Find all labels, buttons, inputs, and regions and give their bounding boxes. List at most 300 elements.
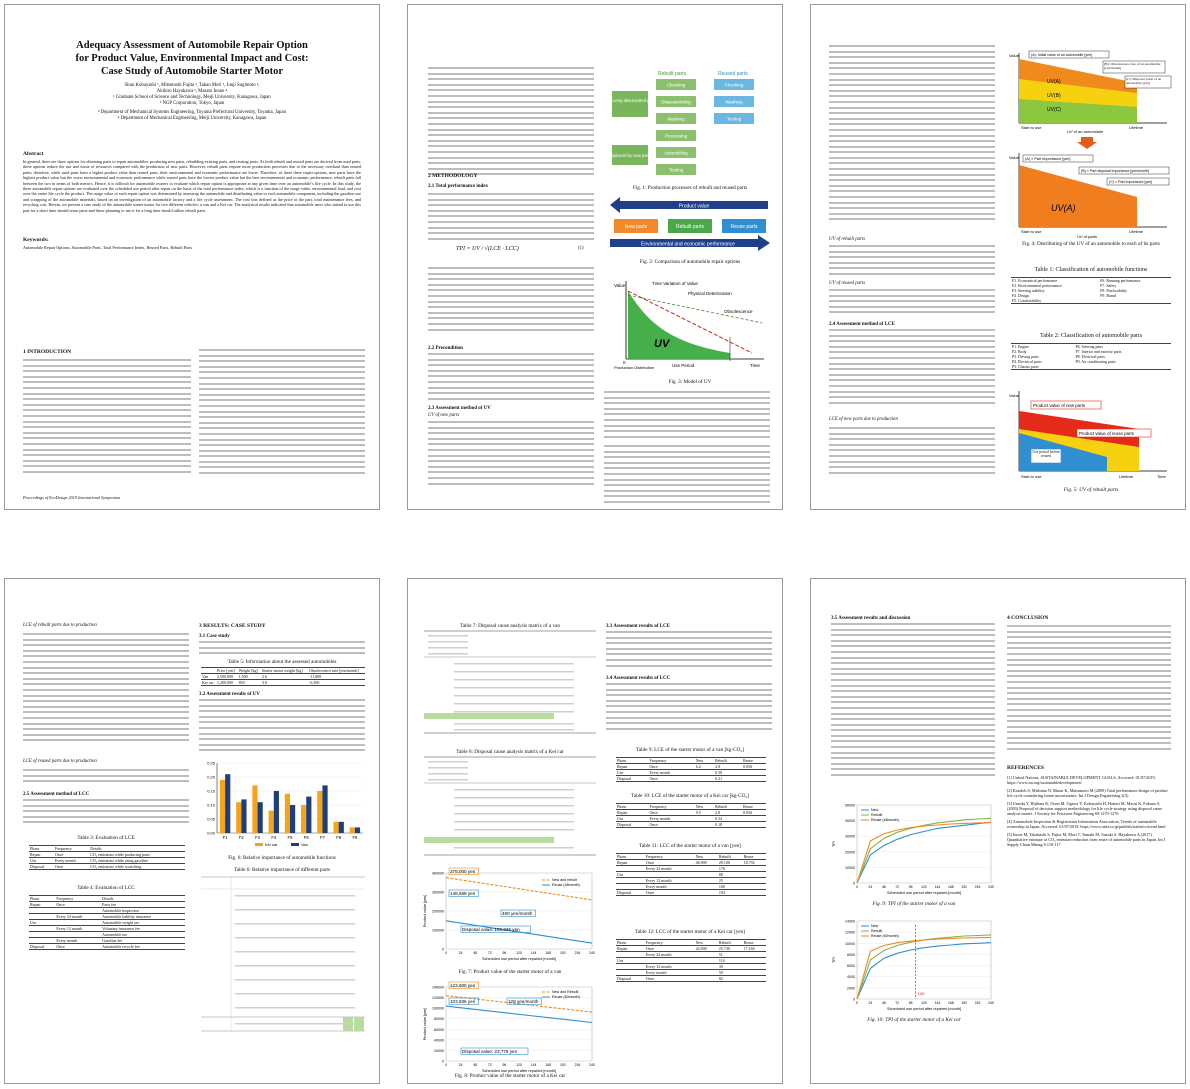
fig10-x-tick: 96 [908, 1001, 913, 1005]
fig4-start-label: Start to use [1021, 125, 1042, 130]
fig8-y-tick: 20000 [434, 1048, 444, 1053]
table5-title: Table 5: Information about the assessed automobiles [227, 659, 337, 665]
page-5 [407, 578, 783, 1084]
table11-title: Table 11: LCC of the starter motor of a van [yen] [638, 843, 741, 849]
fig1-reuse-testing: Testing [726, 116, 742, 122]
p2-text-mid [428, 267, 594, 334]
fig8-caption: Fig. 8: Product value of the starter motor of a Kei car [454, 1073, 566, 1079]
page-4 [4, 578, 380, 1084]
table12-title: Table 12: LCC of the starter motor of a Kei car [yen] [635, 929, 745, 935]
fig6-bar-F1-van [225, 774, 230, 833]
p2-text-precondition [428, 353, 594, 403]
fig1-step-testing: Testing [668, 167, 684, 173]
table8-title: Table 8: Disposal cause analysis matrix of a Kei car [456, 749, 564, 755]
fig5-rebuilt-uv-chart [1007, 389, 1173, 485]
title-line-2: for Product Value, Environmental Impact and Cost: [75, 53, 309, 64]
fig10-y-tick: 0 [853, 997, 855, 1002]
fig7-x-tick: 192 [559, 951, 566, 955]
fig7-x-label: Scheduled use period after repaired [month] [481, 957, 557, 961]
fig3-time-variation-label: Time Variation of Value [652, 281, 698, 286]
table12-lcc-kei: Phase Frequency New Rebuilt Reuse Repair Once 42,900 25,740 17,160 Every 24 month 51 Use 116 Every 12 month 39 Every month 50 Disposal Once 82 [616, 939, 766, 982]
fig4-uvc-label: UV(C) [1047, 107, 1061, 113]
fig9-y-tick: 20000 [845, 850, 855, 855]
lcc-results-heading: 3.4 Assessment results of LCC [606, 676, 671, 681]
fig9-x-label: Scheduled use period after repaired [month] [886, 891, 962, 895]
fig9-x-tick: 120 [921, 885, 927, 889]
case-study-heading: 3.1 Case study [199, 634, 230, 639]
fig10-x-tick: 72 [895, 1001, 900, 1005]
fig8-legend-label: Reuse (60month) [552, 995, 580, 999]
fig9-series-0 [857, 822, 991, 883]
table2-title: Table 2: Classification of automobile parts [1039, 333, 1143, 339]
fig10-x-tick: 48 [881, 1001, 886, 1005]
fig9-y-tick: 30000 [845, 834, 855, 839]
fig8-y-tick: 0 [442, 1059, 444, 1064]
fig4-lifetime-label: Lifetime [1129, 125, 1144, 130]
fig10-crossover-label: 105 [917, 991, 925, 996]
table6-highlight-2 [354, 1017, 364, 1031]
lce-method-heading: 2.4 Assessment method of LCE [829, 322, 895, 327]
references-heading: REFERENCES [1007, 765, 1044, 771]
fig7-legend-label: New and rebuilt [552, 878, 577, 882]
lce-reused-subheading: LCE of reused parts due to production [23, 759, 97, 764]
table6-importance-matrix [201, 877, 365, 1033]
fig1-step-washing: Washing [667, 116, 685, 122]
page-1 [4, 4, 380, 510]
fig5-value-axis: Value [1009, 393, 1019, 398]
p3-text-rebuilt [829, 245, 995, 279]
fig5-new-label: Product value of new parts [1033, 403, 1085, 408]
page-6 [810, 578, 1186, 1084]
fig4-down-arrow-icon [1077, 137, 1097, 149]
fig8-line-chart [422, 979, 598, 1075]
fig9-caption: Fig. 9: TPI of the starter motor of a van [872, 901, 956, 907]
table9-lce-van: Phase Frequency New Rebuilt Reuse Repair Once 6.2 2.8 0.056 Use Every month 0.38 Disposal Once 0.21 [616, 757, 766, 782]
fig8-y-tick: 80000 [434, 1017, 444, 1022]
fig6-bar-F1-kei [220, 780, 225, 833]
table10-lce-kei: Phase Frequency New Rebuilt Reuse Repair Once 9.5 2.8 0.056 Use Every month 0.34 Disposal Once 0.18 [616, 803, 766, 828]
fig3-production-label: Production Distribution [614, 365, 655, 370]
fig9-y-tick: 10000 [845, 865, 855, 870]
fig7-y-tick: 100000 [432, 928, 444, 933]
intro-heading: 1 INTRODUCTION [23, 349, 72, 355]
fig4-parts-uv-area [1019, 165, 1137, 227]
fig4-uv-parts-label: UV of parts [1077, 234, 1098, 239]
fig4-lower-a: (A) × Part importance [yen] [1025, 157, 1071, 161]
abstract-text: In general, there are three options for obtaining parts to repair automobiles: producing new parts, rebuilding existing parts, and reusing parts. As both rebuilt and reused parts are derived from used parts, these options reduce the use and waste of resources compared with the production of new parts. However, rebuilt parts require more production processes due to the necessary overhaul than reused parts; therefore, while used parts have a higher product value than reused parts, their environmental and economic performance are lower. Therefore, of these three repair options, new parts have the highest product value but the worst environmental and economic performance while reused parts have the lowest product value but the best environmental and economic performance; rebuilt parts fall between the two in terms of both metrics. Hence, it is difficult for automobile owners to evaluate which repair option is appropriate at any given time over an automobile’s life cycle. In this study, the three automobile repair options are evaluated over the scheduled use period after repair on the basis of the total performance index, which is a function of the usage value, environmental load, and cost over the entire life cycle the product. The usage value of each repair option was determined by assessing the automobile and distributing value to each automobile component, including the gasoline use and scrapping of the automobile materials, based on an investigation of an automobile factory and a life cycle assessment. The cost was defined as the price of the part, total maintenance fees, and recycling cost. Herein, we present a case study of the automobile starter motor for two different vehicles: a van and a Kei car. The analytical results indicated that automobile users who intend to use this part for a short time should reuse parts and those planning to use it for a long time should utilize rebuilt parts. [23, 159, 361, 213]
fig9-legend-label: Reuse (48month) [871, 818, 899, 822]
p5-text-lce [606, 631, 772, 670]
fig6-y-tick: 0.20 [207, 774, 215, 780]
fig10-y-label: TPI [832, 957, 836, 963]
fig4-uv-parts-chart [1007, 151, 1173, 239]
fig1-rebuilt-steps [656, 79, 696, 175]
intro-text-right [199, 349, 365, 478]
p2-text-bottom-right [604, 445, 770, 507]
fig6-legend-swatch [255, 843, 263, 846]
fig6-x-tick: F1 [222, 835, 228, 840]
fig7-annotation-1: 376,000 yen [450, 869, 476, 874]
fig8-annotation-2: 103,836 yen [450, 999, 476, 1004]
fig4-label-c: (C): Disposal value of an automobile [yen] [1126, 76, 1162, 85]
fig6-bar-F7-van [322, 785, 327, 833]
fig7-y-tick: 0 [442, 947, 444, 952]
fig10-y-tick: 10000 [845, 941, 855, 946]
fig10-y-tick: 6000 [847, 964, 855, 969]
fig7-caption: Fig. 7: Product value of the starter motor of a van [458, 969, 562, 975]
affiliation-4: ⁴ Department of Mechanical Engineering, Meiji University, Kanagawa, Japan [117, 116, 267, 121]
fig8-x-label: Scheduled use period after repaired [month] [481, 1069, 557, 1073]
equation-number: (1) [578, 246, 584, 251]
fig8-x-tick: 0 [445, 1063, 447, 1067]
table8-matrix-kei [424, 757, 596, 857]
fig6-bar-F8-kei [333, 822, 338, 833]
fig7-x-tick: 168 [545, 951, 552, 955]
fig9-x-tick: 24 [868, 885, 873, 889]
fig10-x-tick: 144 [934, 1001, 941, 1005]
p3-text-lce [829, 329, 995, 407]
fig8-y-tick: 100000 [432, 1006, 444, 1011]
discussion-heading: 3.5 Assessment results and discussion [831, 616, 911, 621]
fig8-x-tick: 24 [458, 1063, 463, 1067]
table4-lcc-evaluation: Phase Frequency Details Repair Once Parts fee Automobile inspection Every 24 month Automobile liability insurance Use Automobile weight tax Every 12 month Voluntary insurance fee Automobile tax Every month Gasoline fee Disposal Once Automobile recycle fee [29, 895, 185, 950]
fig2-value-label: Product value [678, 203, 710, 210]
fig6-legend-label: Kei car [265, 842, 278, 847]
fig9-x-tick: 96 [908, 885, 913, 889]
table9-title: Table 9: LCE of the starter motor of a van [kg-CO₂] [636, 747, 744, 753]
affiliation-2: ² NGP Corporation, Tokyo, Japan [159, 101, 225, 106]
title-line-3: Case Study of Automobile Starter Motor [100, 66, 284, 77]
fig6-caption: Fig. 6: Relative importance of automobile functions [228, 855, 336, 861]
fig1-rebuilt-label: Rebuilt parts [658, 71, 687, 77]
fig4-lower-b: (B) × Part disposal importance [yen/month] [1081, 169, 1150, 173]
fig9-y-label: TPI [832, 841, 836, 847]
fig3-obsolescence-label: Obsolescence [724, 309, 753, 314]
fig6-bar-F2-kei [236, 802, 241, 833]
tpi-equation: TPI = UV / √(LCE · LCC) [456, 246, 519, 252]
fig8-x-tick: 168 [545, 1063, 552, 1067]
p2-text-bottom-left [428, 421, 594, 488]
proceedings-footer: Proceedings of EcoDesign 2019 International Symposium [23, 495, 121, 500]
table5-automobiles: Price [yen] Weight [kg] Starter motor weight [kg] Obsolescence rate [yen/month] Van 2,500,000 1,500 2.6 -11,800 Kei car 1,200,000 850 3.0 -6,300 [201, 667, 365, 686]
fig8-y-label: Product value [yen] [423, 1007, 427, 1041]
table3-title: Table 3: Evaluation of LCE [77, 835, 135, 841]
fig7-x-tick: 144 [530, 951, 537, 955]
fig8-legend-label: New and Rebuilt [552, 990, 579, 994]
fig6-bar-F3-kei [252, 785, 257, 833]
p2-text-right-mid [604, 391, 770, 441]
fig7-y-tick: 200000 [432, 909, 444, 914]
tpi-heading: 2.1 Total performance index [428, 184, 488, 189]
lce-new-subheading: LCE of new parts due to production [829, 417, 898, 422]
fig8-series-1 [446, 1006, 592, 1022]
fig5-use-period-label: Use period before reused [1032, 449, 1060, 458]
reference-5: [5] Inoue M, Takahashi S, Fujita M, Mori T, Tamaki M, Suzuki S, Hayakawa A (2017) Quantitative estimate of CO₂ emission reduction from reuse of automobile parts in Japan. Int J Supply Chain Manag 6:110-117 [1007, 831, 1166, 848]
fig7-annotation-3: 490 yen/month [502, 911, 533, 916]
title-line-1: Adequacy Assessment of Automobile Repair Option [76, 40, 308, 51]
fig1-reused-steps [714, 79, 754, 124]
fig10-legend-label: New [871, 924, 879, 928]
fig6-x-tick: F8 [336, 835, 342, 840]
reference-3: [3] Umeda Y, Hijihara K, Oono M, Ogawa Y, Kobayashi H, Hattori M, Masui K, Fukano A (2003) Proposal of decision support methodology for life cycle strategy using disposal cause analysis matrix. J Society for Precision Engineering 69:1270-1276 [1007, 800, 1163, 817]
fig5-time-label: Time [1157, 474, 1166, 479]
fig4-parts-uva-label: UV(A) [1051, 203, 1076, 213]
reference-4: [4] Automobile Inspection & Registration Information Association, Trends of automobile ownership in Japan, Accessed: 01/07/2019, https://www.airia.or.jp/publish/statistics/trend.html [1007, 818, 1166, 830]
fig9-y-tick: 50000 [845, 803, 855, 808]
fig7-x-tick: 96 [502, 951, 507, 955]
reference-2: [2] Kondoh S, Mishima N, Masui K, Matsumoto M (2009) Total performance design of product life cycle considering future uncertainties. Int J Design Engineering 2(3) [1007, 787, 1168, 799]
fig4-lower-c: (C) × Part importance [yen] [1109, 180, 1153, 184]
p5-text-lcc [606, 683, 772, 733]
table1-functions: F1. Economical performance F6. Running performance F2. Environmental performance F7. Safety F3. Steering stability F8. Practicability F4. Design F9. Brand F5. Comfortability [1011, 277, 1171, 304]
fig10-series-2 [857, 937, 991, 999]
fig4-lower-value-axis: Value [1009, 155, 1019, 160]
fig7-x-tick: 240 [589, 951, 595, 955]
fig10-tpi-kei-chart [831, 915, 997, 1015]
fig5-start-label: Start to use [1021, 474, 1042, 479]
table3-lce-evaluation: Phase Frequency Details Repair Once CO₂ emissions while producing parts Use Every month CO₂ emissions while using gasoline Disposal Once CO₂ emissions while scratching [29, 845, 185, 870]
p3-text-top [829, 45, 995, 224]
fig6-bar-F9-kei [350, 827, 355, 833]
uv-results-heading: 3.2 Assessment results of UV [199, 692, 260, 697]
fig10-y-tick: 14000 [845, 919, 855, 924]
p4-text-case [199, 641, 365, 658]
table8-highlight-row [424, 837, 554, 843]
fig7-annotation-4: Disposal value: 182,836 yen [462, 927, 520, 932]
abstract-heading: Abstract [23, 151, 44, 157]
fig3-caption: Fig. 3: Model of UV [668, 379, 712, 385]
fig1-caption: Fig. 1: Production processes of rebuilt and reused parts [632, 185, 748, 191]
fig7-annotation-2: 148,568 yen [450, 891, 476, 896]
results-heading: 3 RESULTS: CASE STUDY [199, 623, 266, 629]
fig4-lower-lifetime-label: Lifetime [1129, 229, 1144, 234]
fig6-bar-F5-kei [285, 794, 290, 833]
fig6-bar-F4-kei [269, 811, 274, 833]
fig7-x-tick: 0 [445, 951, 447, 955]
fig3-value-axis: Value [614, 283, 626, 288]
fig1-reuse-washing: Washing [725, 99, 743, 105]
fig6-bar-F6-van [306, 797, 311, 833]
fig9-x-tick: 168 [947, 885, 954, 889]
uv-reused-subheading: UV of reused parts [829, 281, 866, 286]
conclusion-heading: 4 CONCLUSION [1007, 615, 1049, 621]
fig4-uv-automobile-label: UV of an automobile [1067, 129, 1104, 134]
fig4-caption: Fig. 4: Distributing of the UV of an automobile to each of its parts [1022, 241, 1160, 247]
fig9-x-tick: 48 [881, 885, 886, 889]
fig6-legend-swatch [291, 843, 299, 846]
table4-title: Table 4: Evaluation of LCC [77, 885, 135, 891]
table7-highlight-row [424, 713, 554, 719]
fig7-x-tick: 216 [574, 951, 581, 955]
uv-method-heading: 2.3 Assessment method of UV [428, 406, 491, 411]
fig10-x-tick: 192 [961, 1001, 968, 1005]
fig10-legend-label: Reuse (60month) [871, 934, 899, 938]
fig6-x-tick: F6 [303, 835, 309, 840]
methodology-heading: 2 METHODOLOGY [428, 173, 478, 179]
fig5-lifetime-label: Lifetime [1119, 474, 1134, 479]
p2-text-tpi [428, 193, 594, 243]
fig6-bar-F3-van [258, 802, 263, 833]
p4-text-uv [199, 699, 365, 755]
fig6-legend-label: Van [301, 842, 308, 847]
fig3-time-label: Time [750, 363, 760, 368]
fig9-y-tick: 0 [853, 881, 855, 886]
keywords-text: Automobile Repair Options, Automobile Parts, Total Performance Index, Reused Parts, Rebuilt Parts [23, 245, 193, 250]
fig5-caption: Fig. 5: UV of rebuilt parts [1063, 487, 1119, 493]
fig3-use-period-label: Use Period [672, 363, 695, 368]
fig10-x-tick: 0 [856, 1001, 858, 1005]
fig10-y-tick: 2000 [847, 986, 855, 991]
fig8-y-tick: 40000 [434, 1038, 444, 1043]
fig1-step-processing: Processing [664, 133, 688, 139]
fig1-removing-text: Removing deteriorated parts [603, 98, 657, 103]
fig1-reused-label: Reused parts [718, 71, 748, 77]
fig7-y-tick: 400000 [432, 871, 444, 876]
fig2-new-label: New parts [624, 224, 648, 230]
fig6-y-tick: 0.25 [207, 760, 215, 766]
table10-title: Table 10: LCE of the starter motor of a Kei car [kg-CO₂] [631, 793, 749, 799]
reference-1: [1] United Nations, SUSTAINABLE DEVELOPMENT GOALS, Accessed: 01/07/2019, https://www.un.org/sustainabledevelopment/ [1007, 775, 1156, 786]
fig10-y-tick: 12000 [845, 930, 855, 935]
p3-text-lce-new [829, 427, 995, 477]
fig8-annotation-1: 123,600 yen [450, 983, 476, 988]
precondition-heading: 2.2 Precondition [428, 346, 463, 351]
lcc-method-heading: 2.5 Assessment method of LCC [23, 792, 90, 797]
fig6-x-tick: F4 [271, 835, 277, 840]
fig9-tpi-van-chart [831, 799, 997, 899]
fig10-x-tick: 120 [921, 1001, 927, 1005]
p6-text-conclusion [1007, 625, 1171, 754]
author-block [5, 83, 379, 122]
fig4-value-axis: Value [1009, 53, 1019, 58]
fig10-x-tick: 24 [868, 1001, 873, 1005]
fig8-y-tick: 60000 [434, 1027, 444, 1032]
fig1-replaced-text: Replaced by new parts [608, 153, 652, 158]
fig6-x-tick: F9 [352, 835, 358, 840]
lce-results-heading: 3.3 Assessment results of LCE [606, 624, 670, 629]
fig6-bar-F5-van [290, 805, 295, 833]
fig2-performance-label: Environmental and economic performance [641, 241, 735, 248]
fig8-x-tick: 72 [487, 1063, 492, 1067]
fig6-x-tick: F2 [238, 835, 244, 840]
fig9-x-tick: 72 [895, 885, 900, 889]
fig6-y-tick: 0.05 [207, 816, 215, 822]
table1-title: Table 1: Classification of automobile functions [1034, 267, 1148, 273]
fig6-x-tick: F3 [255, 835, 261, 840]
fig8-x-tick: 192 [559, 1063, 566, 1067]
fig5-reuse-label: Product value of reuse parts [1079, 431, 1134, 436]
table6-title: Table 6: Relative importance of different parts [233, 867, 331, 873]
fig10-x-label: Scheduled use period after repaired [month] [886, 1007, 962, 1011]
fig9-legend-label: Rebuilt [871, 813, 883, 817]
fig4-uvb-label: UV(B) [1047, 93, 1061, 99]
fig7-x-tick: 72 [487, 951, 492, 955]
fig1-removing-box [612, 91, 648, 117]
uv-rebuilt-subheading: UV of rebuilt parts [829, 237, 866, 242]
fig2-rebuilt-label: Rebuilt parts [675, 224, 705, 230]
fig6-bar-F9-van [355, 827, 360, 833]
fig1-reuse-checking: Checking [724, 82, 744, 88]
fig8-x-tick: 48 [473, 1063, 478, 1067]
fig10-x-tick: 168 [947, 1001, 954, 1005]
fig6-x-tick: F5 [287, 835, 293, 840]
fig2-repair-options-diagram [608, 197, 772, 255]
fig3-physical-deterioration-label: Physical Deterioration [688, 291, 732, 296]
fig9-y-tick: 40000 [845, 819, 855, 824]
lce-rebuilt-subheading: LCE of rebuilt parts due to production [23, 623, 97, 628]
fig7-y-label: Product value [yen] [423, 894, 427, 928]
fig6-y-tick: 0.15 [207, 788, 215, 794]
p3-text-reused [829, 289, 995, 317]
fig4-lower-start-label: Start to use [1021, 229, 1042, 234]
fig7-y-tick: 300000 [432, 890, 444, 895]
fig3-uv-label: UV [654, 338, 670, 350]
fig10-x-tick: 216 [974, 1001, 981, 1005]
fig4-label-a: (A): Initial value of an automobile [yen] [1031, 53, 1093, 57]
fig6-bar-F2-van [241, 799, 246, 833]
fig7-x-tick: 48 [473, 951, 478, 955]
references-list [1007, 775, 1171, 850]
fig4-uva-label: UV(A) [1047, 79, 1061, 85]
p4-text-reused [23, 769, 189, 786]
affiliation-1: ¹ Graduate School of Science and Technology, Meiji University, Kanagawa, Japan [113, 95, 271, 100]
fig6-y-tick: 0.00 [207, 830, 215, 836]
fig9-x-tick: 216 [974, 885, 981, 889]
page-2 [407, 4, 783, 510]
table2-parts: P1. Engine P6. Steering parts P2. Body P7. Interior and exterior parts P3. Driving parts P8. Electrical parts P4. Electrical parts P9. Air conditioning parts P5. Chassis parts [1011, 343, 1171, 370]
fig6-x-tick: F7 [319, 835, 325, 840]
fig8-x-tick: 240 [589, 1063, 595, 1067]
fig1-step-disassembling: Disassembling [661, 99, 691, 105]
table7-matrix-van [424, 631, 596, 735]
fig10-y-tick: 4000 [847, 975, 855, 980]
fig8-y-tick: 120000 [432, 996, 444, 1001]
fig3-uv-area [628, 291, 730, 359]
fig4-label-b: (B): Obsolescence rate of an automobile [yen/month] [1104, 61, 1161, 70]
authors-line-1: Shun Kobayashi ¹, Mitsutoshi Fujita ², Takao Mori ¹, Junji Sugimoto ³, [124, 83, 260, 88]
fig10-series-1 [857, 935, 991, 999]
p6-text-discussion [831, 623, 995, 780]
fig1-step-checking: Checking [666, 82, 686, 88]
fig6-bar-chart [199, 757, 367, 849]
authors-line-2: Akihiro Hayakawa ³, Masato Inoue ⁴ [156, 89, 228, 94]
fig9-legend-label: New [871, 808, 879, 812]
fig10-caption: Fig. 10: TPI of the starter motor of a Kei car [867, 1017, 961, 1023]
fig1-step-assembling: Assembling [664, 150, 688, 156]
fig8-x-tick: 216 [574, 1063, 581, 1067]
fig9-x-tick: 192 [961, 885, 968, 889]
page-3 [810, 4, 1186, 510]
paper-title [5, 39, 379, 78]
fig9-x-tick: 144 [934, 885, 941, 889]
fig2-caption: Fig. 2: Comparison of automobile repair options [639, 259, 741, 265]
fig7-x-tick: 24 [458, 951, 463, 955]
p4-text-lcc [23, 799, 189, 827]
fig8-x-tick: 96 [502, 1063, 507, 1067]
fig7-legend-label: Reuse (48month) [552, 883, 580, 887]
fig8-x-tick: 144 [530, 1063, 537, 1067]
fig10-legend-label: Rebuilt [871, 929, 883, 933]
fig6-bar-F4-van [274, 791, 279, 833]
fig8-x-tick: 120 [516, 1063, 522, 1067]
fig7-x-tick: 120 [516, 951, 522, 955]
fig3-origin-label: 0 [623, 360, 626, 365]
fig3-uv-model [612, 277, 768, 375]
table7-title: Table 7: Disposal cause analysis matrix of a van [460, 623, 560, 629]
fig1-production-diagram [603, 69, 770, 181]
fig10-x-tick: 240 [988, 1001, 994, 1005]
intro-text-left [23, 359, 191, 476]
